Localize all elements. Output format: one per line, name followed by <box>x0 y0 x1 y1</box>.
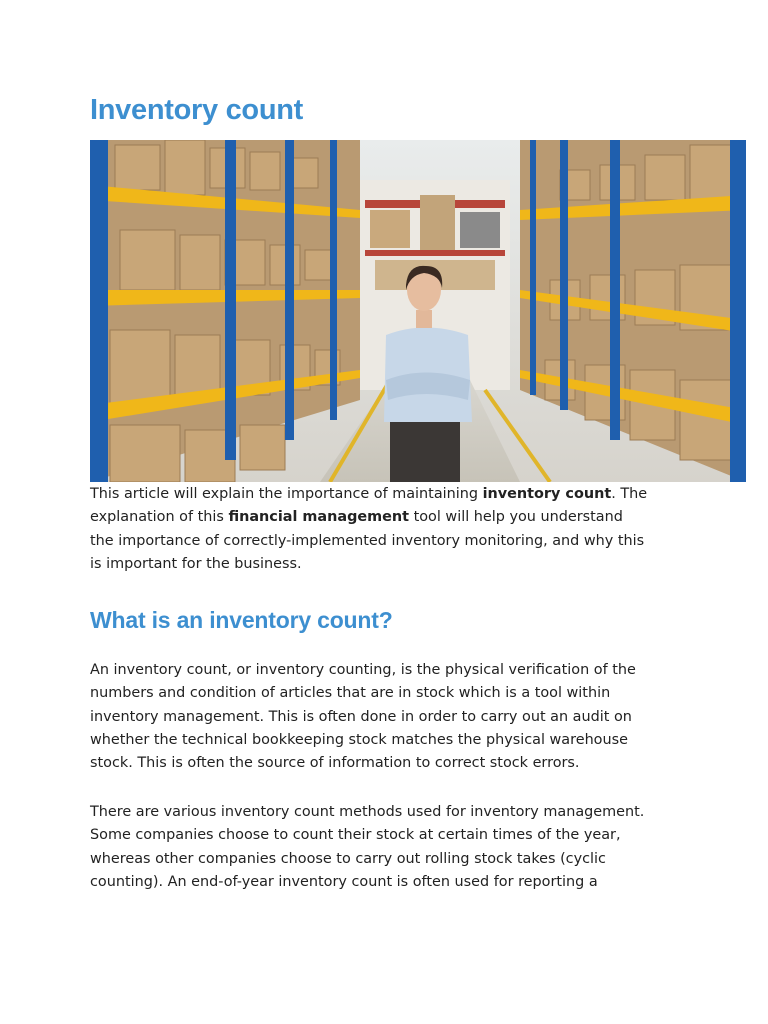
intro-text: . The <box>611 486 648 502</box>
keyword-financial-management: financial management <box>228 509 410 526</box>
warehouse-illustration <box>90 140 746 482</box>
intro-line-1 <box>90 483 690 506</box>
intro-paragraph <box>90 483 690 576</box>
intro-text: This article will explain the importance of maintaining <box>90 486 483 502</box>
intro-line-4: is important for the business. <box>90 555 302 572</box>
paragraph-line: Some companies choose to count their stock at certain times of the year, <box>90 827 621 844</box>
hero-image <box>90 140 746 482</box>
intro-text: tool will help you understand <box>409 509 623 526</box>
intro-text: explanation of this <box>90 509 229 526</box>
methods-paragraph <box>90 801 690 894</box>
paragraph-line: stock. This is often the source of information to correct stock errors. <box>90 755 580 772</box>
page-title: Inventory count <box>90 94 304 126</box>
intro-line-3: the importance of correctly-implemented inventory monitoring, and why this <box>90 532 645 549</box>
intro-line-2 <box>90 506 690 529</box>
paragraph-line: inventory management. This is often done in order to carry out an audit on <box>90 708 632 725</box>
paragraph-line: counting). An end-of-year inventory count is often used for reporting a <box>90 873 598 890</box>
section-heading: What is an inventory count? <box>90 607 393 633</box>
keyword-inventory-count: inventory count <box>482 486 612 502</box>
paragraph-line: whether the technical bookkeeping stock matches the physical warehouse <box>90 731 628 748</box>
paragraph-line: numbers and condition of articles that are in stock which is a tool within <box>90 685 611 702</box>
definition-paragraph <box>90 659 690 775</box>
paragraph-line: There are various inventory count methods used for inventory management. <box>90 804 645 820</box>
paragraph-line: whereas other companies choose to carry out rolling stock takes (cyclic <box>90 850 606 867</box>
paragraph-line: An inventory count, or inventory counting, is the physical verification of the <box>90 662 636 678</box>
